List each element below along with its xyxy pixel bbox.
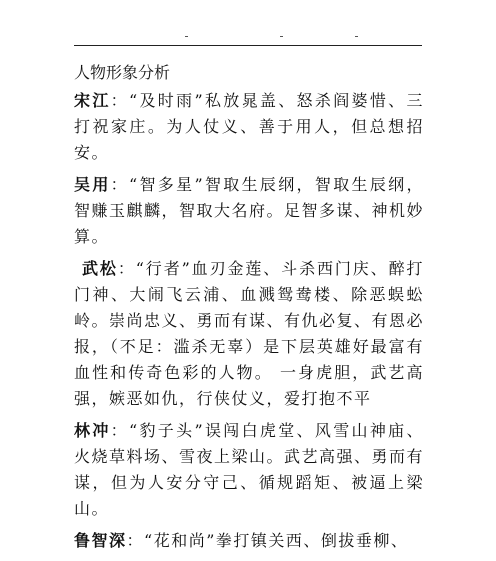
character-description: ：“及时雨”私放晁盖、怒杀阎婆惜、三打祝家庄。为人仗义、善于用人，但总想招安。 (74, 91, 424, 162)
character-paragraph-wusong (74, 256, 424, 412)
character-name: 鲁智深 (74, 531, 127, 550)
character-paragraph-songjiang (74, 88, 424, 166)
character-description: ：“行者”血刃金莲、斗杀西门庆、醉打门神、大闹飞云浦、血溅鸳鸯楼、除恶蜈蚣岭。崇尚忠义、勇而有谋、有仇必复、有恩必报，（不足：滥杀无辜）是下层英雄好最富有血性和传奇色彩的人物。 一身虎胆，武艺高强，嫉恶如仇，行侠仗义，爱打抱不平 (74, 259, 425, 408)
character-name: 林冲 (74, 421, 111, 440)
character-paragraph-luzhishen (74, 528, 424, 554)
character-description: ：“豹子头”误闯白虎堂、风雪山神庙、火烧草料场、雪夜上梁山。武艺高强、勇而有谋，但为人安分守己、循规蹈矩、被逼上梁山。 (74, 421, 425, 518)
character-name: 宋江 (74, 91, 111, 110)
character-paragraph-linchong (74, 418, 424, 522)
section-heading: 人物形象分析 (74, 63, 171, 82)
character-description: ：“智多星”智取生辰纲，智取生辰纲，智赚玉麒麟，智取大名府。足智多谋、神机妙算。 (74, 175, 425, 246)
header-rule (74, 45, 422, 46)
header-marks (0, 36, 496, 42)
character-name: 吴用 (74, 175, 111, 194)
character-name: 武松 (82, 259, 118, 278)
character-description: ：“花和尚”拳打镇关西、倒拔垂柳、 (126, 531, 409, 550)
character-paragraph-wuyong (74, 172, 424, 250)
document-body (74, 60, 424, 560)
